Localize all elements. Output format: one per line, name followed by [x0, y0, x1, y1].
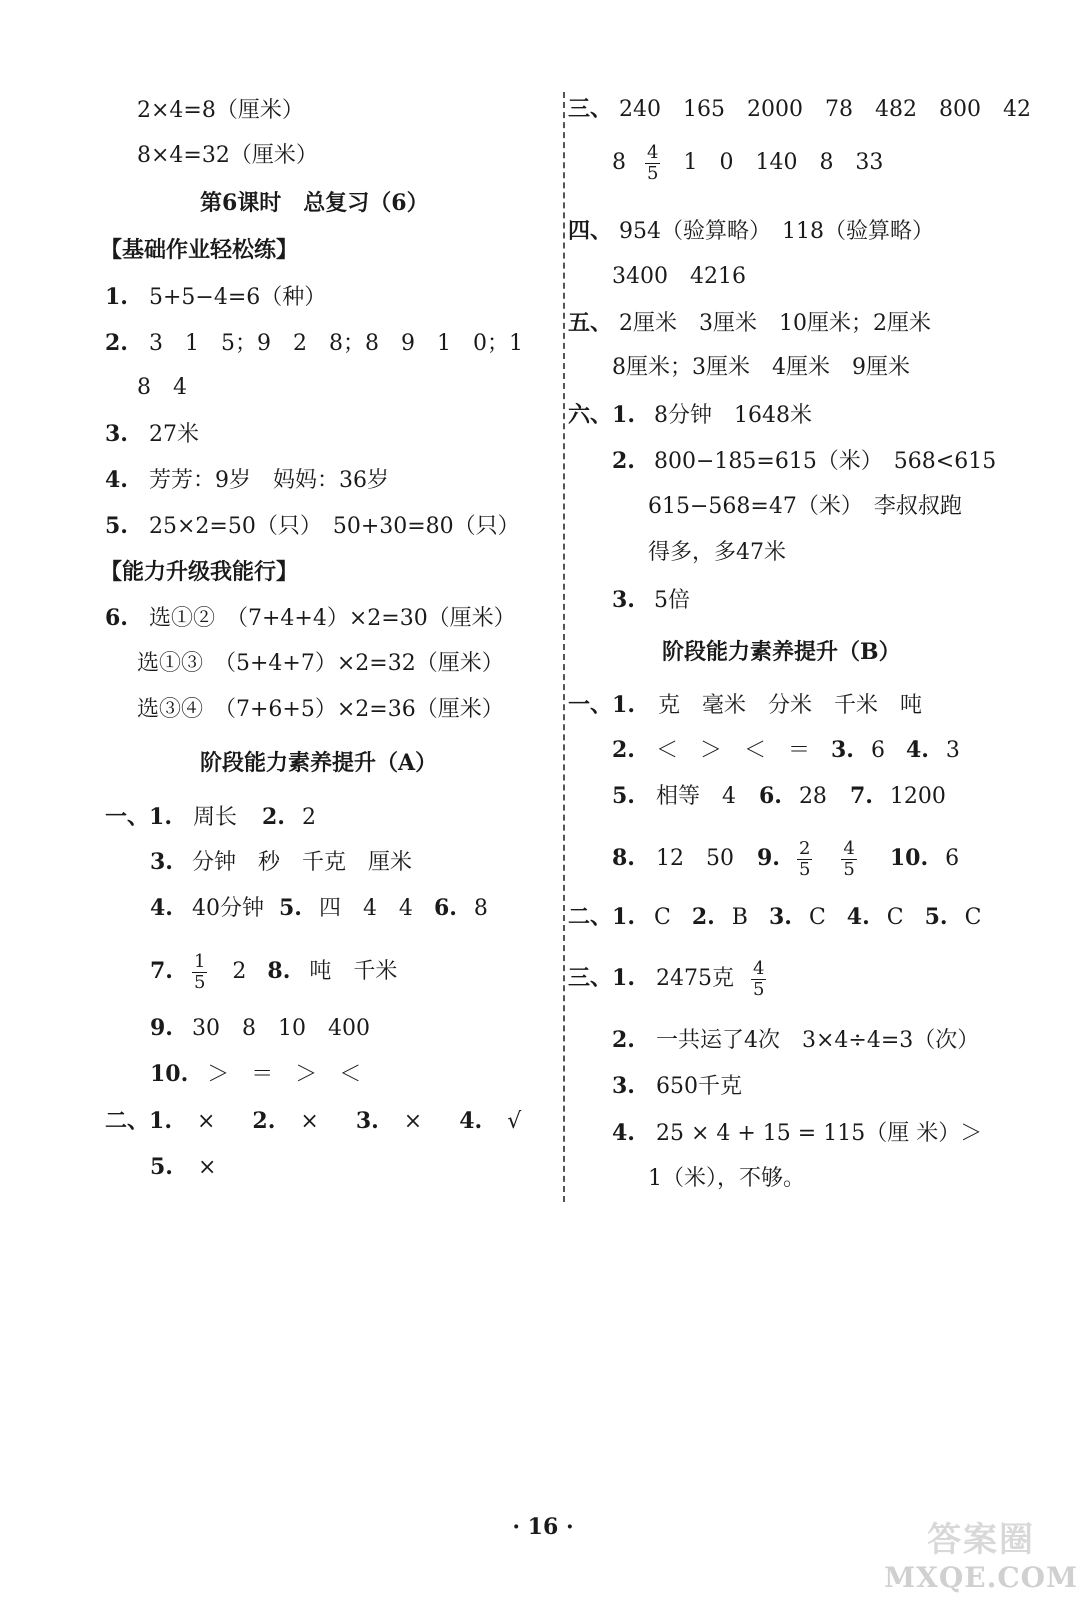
q1-number: 1.: [105, 284, 128, 310]
a1-6-answer: 8: [473, 896, 488, 921]
r5-answer-a: 2厘米 3厘米 10厘米；2厘米: [619, 311, 932, 336]
b1-row-2: [612, 735, 960, 766]
a1-row-1: [105, 802, 316, 833]
q6-answer-c: 选③④ （7+6+5）×2=36（厘米）: [137, 697, 504, 722]
lesson-title: 第6课时 总复习（6）: [200, 190, 429, 216]
r3-answer-b1: 8: [612, 150, 626, 175]
r4-prefix: 四、: [568, 218, 613, 244]
r6-2-answer-a: 800−185=615（米） 568<615: [653, 449, 997, 474]
q5: [105, 511, 520, 542]
column-divider: [563, 92, 565, 1202]
b2-2-answer: B: [731, 905, 748, 930]
stage-a-title: 阶段能力素养提升（A）: [200, 750, 438, 776]
b3-prefix: 三、: [568, 965, 613, 991]
r6-prefix: 六、: [568, 402, 613, 428]
watermark-logo: [884, 1512, 1078, 1594]
b1-1-answer: 克 毫米 分米 千米 吨: [657, 693, 922, 718]
r3-numerator: 4: [647, 141, 659, 163]
a2-3-number: 3.: [355, 1108, 379, 1134]
b1-2-number: 2.: [612, 737, 635, 763]
r3-row-b: [612, 140, 883, 186]
section-basic: 【基础作业轻松练】: [100, 237, 299, 263]
q3: [105, 419, 199, 450]
a1-5-answer: 四 4 4: [318, 896, 413, 921]
r6-2-answer-c: 得多，多47米: [648, 540, 786, 565]
b1-8-number: 8.: [612, 845, 635, 871]
b1-8-answer: 12 50: [655, 846, 734, 871]
b2-prefix: 二、: [568, 904, 613, 930]
a2-2-number: 2.: [252, 1108, 276, 1134]
a1-row-10: [150, 1059, 361, 1090]
a1-4-answer: 40分钟: [191, 896, 264, 921]
r6-3-number: 3.: [612, 587, 635, 613]
a2-4-answer: √: [507, 1109, 522, 1134]
b1-3-answer: 6: [870, 738, 885, 763]
r6-2-number: 2.: [612, 448, 635, 474]
b1-2-answer: ＜ ＞ ＜ ＝: [655, 738, 810, 763]
b3-4-answer-b: 1（米），不够。: [648, 1166, 805, 1191]
q6-answer-b: 选①③ （5+4+7）×2=32（厘米）: [137, 651, 504, 676]
a1-7-numerator: 1: [193, 950, 206, 972]
r5-row-a: [568, 308, 931, 339]
b1-prefix: 一、: [568, 692, 613, 718]
r3-fraction: [645, 143, 660, 184]
b3-4-number: 4.: [612, 1120, 635, 1146]
r6-1-number: 1.: [612, 402, 635, 428]
b2-row: [568, 902, 981, 933]
watermark-line-1: 答案圈: [927, 1520, 1036, 1560]
watermark-line-2: MXQE.COM: [884, 1561, 1078, 1594]
a1-7-answer: 2: [232, 959, 247, 984]
q5-number: 5.: [105, 513, 128, 539]
b1-9-numerator-2: 4: [843, 837, 855, 859]
a1-10-answer: ＞ ＝ ＞ ＜: [207, 1062, 362, 1087]
a2-row-5: [150, 1152, 216, 1183]
b1-4-number: 4.: [905, 737, 929, 763]
q6: [105, 603, 516, 634]
b3-row-2: [612, 1025, 979, 1056]
b3-2-answer: 一共运了4次 3×4÷4=3（次）: [655, 1028, 980, 1053]
b2-3-number: 3.: [768, 904, 792, 930]
a1-7-fraction: [192, 952, 207, 993]
b3-2-number: 2.: [612, 1027, 635, 1053]
r6-1-answer: 8分钟 1648米: [653, 403, 812, 428]
a1-8-answer: 吨 千米: [309, 959, 398, 984]
r3-answer-b2: 1 0 140 8 33: [683, 150, 884, 175]
a2-1-answer: ×: [196, 1109, 216, 1134]
b1-5-number: 5.: [612, 783, 635, 809]
b1-9-fraction-2: [841, 839, 856, 880]
b3-1-denominator: 5: [752, 978, 765, 1000]
a1-5-number: 5.: [278, 895, 302, 921]
b1-10-answer: 6: [945, 846, 960, 871]
b1-row-8: [612, 835, 959, 882]
q2-number: 2.: [105, 330, 128, 356]
left-line-1: 2×4=8（厘米）: [137, 98, 304, 123]
a1-3-number: 3.: [150, 849, 173, 875]
a1-3-answer: 分钟 秒 千克 厘米: [191, 850, 412, 875]
left-line-2: 8×4=32（厘米）: [137, 143, 318, 168]
b1-row-1: [568, 690, 922, 721]
r6-2-answer-b: 615−568=47（米） 李叔叔跑: [648, 494, 962, 519]
b1-7-number: 7.: [849, 783, 873, 809]
q5-answer: 25×2=50（只） 50+30=80（只）: [148, 514, 520, 539]
q2-answer-b: 8 4: [137, 375, 187, 400]
b1-6-number: 6.: [758, 783, 782, 809]
a2-5-answer: ×: [197, 1155, 217, 1180]
r3-prefix: 三、: [568, 96, 613, 122]
stage-b-title: 阶段能力素养提升（B）: [662, 639, 901, 665]
b1-4-answer: 3: [945, 738, 960, 763]
b1-1-number: 1.: [612, 692, 635, 718]
b2-4-answer: C: [886, 905, 904, 930]
a1-10-number: 10.: [150, 1061, 189, 1087]
b3-row-3: [612, 1071, 742, 1102]
b2-1-answer: C: [653, 905, 671, 930]
b3-4-answer-a: 25 × 4 + 15 = 115（厘 米）＞: [655, 1121, 983, 1146]
a1-9-number: 9.: [150, 1015, 173, 1041]
b1-9-fraction-1: [797, 839, 812, 880]
page-number: · 16 ·: [512, 1514, 574, 1540]
q6-answer-a: 选①② （7+4+4）×2=30（厘米）: [148, 606, 516, 631]
q3-number: 3.: [105, 421, 128, 447]
b1-7-answer: 1200: [889, 784, 946, 809]
b2-2-number: 2.: [691, 904, 715, 930]
b1-5-answer: 相等 4: [655, 784, 736, 809]
r3-row-a: [568, 94, 1031, 125]
b1-9-denominator-1: 5: [798, 858, 811, 880]
a2-4-number: 4.: [459, 1108, 483, 1134]
b1-9-number: 9.: [756, 845, 780, 871]
b2-5-number: 5.: [924, 904, 948, 930]
a1-prefix: 一、: [105, 804, 150, 830]
r6-row-3: [612, 585, 690, 616]
b3-1-answer: 2475克: [655, 966, 734, 991]
a2-3-answer: ×: [403, 1109, 423, 1134]
b3-1-fraction: [751, 959, 766, 1000]
b3-1-number: 1.: [612, 965, 635, 991]
a1-2-answer: 2: [301, 805, 316, 830]
b2-4-number: 4.: [846, 904, 870, 930]
q2: [105, 328, 523, 359]
q2-answer-a: 3 1 5；9 2 8；8 9 1 0；1: [148, 331, 523, 356]
r3-answer-a: 240 165 2000 78 482 800 42: [619, 97, 1031, 122]
b2-5-answer: C: [964, 905, 982, 930]
a1-row-7: [150, 948, 397, 995]
q1: [105, 282, 326, 313]
a1-1-number: 1.: [149, 804, 172, 830]
q4-number: 4.: [105, 467, 128, 493]
q1-answer: 5+5−4=6（种）: [148, 285, 327, 310]
r6-3-answer: 5倍: [653, 588, 690, 613]
a1-row-9: [150, 1013, 370, 1044]
b1-9-denominator-2: 5: [843, 858, 855, 880]
b3-row-1: [568, 955, 770, 1002]
a1-4-number: 4.: [150, 895, 173, 921]
b3-3-answer: 650千克: [655, 1074, 742, 1099]
b1-6-answer: 28: [798, 784, 827, 809]
q4-answer: 芳芳：9岁 妈妈：36岁: [148, 468, 389, 493]
q4: [105, 465, 389, 496]
a2-row-1: [105, 1106, 521, 1137]
r3-denominator: 5: [647, 162, 659, 184]
a2-2-answer: ×: [300, 1109, 319, 1134]
b2-1-number: 1.: [612, 904, 635, 930]
b1-row-5: [612, 781, 946, 812]
b3-row-4: [612, 1118, 982, 1149]
a2-5-number: 5.: [150, 1154, 173, 1180]
b1-3-number: 3.: [830, 737, 854, 763]
r5-prefix: 五、: [568, 310, 613, 336]
r5-answer-b: 8厘米；3厘米 4厘米 9厘米: [612, 355, 910, 380]
a1-9-answer: 30 8 10 400: [191, 1016, 370, 1041]
a1-row-3: [150, 847, 412, 878]
a1-8-number: 8.: [267, 958, 291, 984]
b3-1-numerator: 4: [752, 957, 765, 979]
r6-row-2: [612, 446, 996, 477]
r6-row-1: [568, 400, 812, 431]
q3-answer: 27米: [148, 422, 199, 447]
r4-row-a: [568, 216, 934, 247]
b2-3-answer: C: [808, 905, 826, 930]
a1-7-denominator: 5: [193, 971, 206, 993]
a1-7-number: 7.: [150, 958, 173, 984]
section-ability: 【能力升级我能行】: [100, 559, 299, 585]
a2-prefix: 二、: [105, 1108, 150, 1134]
a2-1-number: 1.: [149, 1108, 172, 1134]
a1-2-number: 2.: [262, 804, 285, 830]
a1-1-answer: 周长: [192, 805, 237, 830]
b1-10-number: 10.: [889, 845, 929, 871]
b3-3-number: 3.: [612, 1073, 635, 1099]
r4-answer-a: 954（验算略） 118（验算略）: [619, 219, 934, 244]
b1-9-numerator-1: 2: [798, 837, 811, 859]
a1-row-4: [150, 893, 488, 924]
r4-answer-b: 3400 4216: [612, 264, 746, 289]
a1-6-number: 6.: [433, 895, 457, 921]
q6-number: 6.: [105, 605, 128, 631]
